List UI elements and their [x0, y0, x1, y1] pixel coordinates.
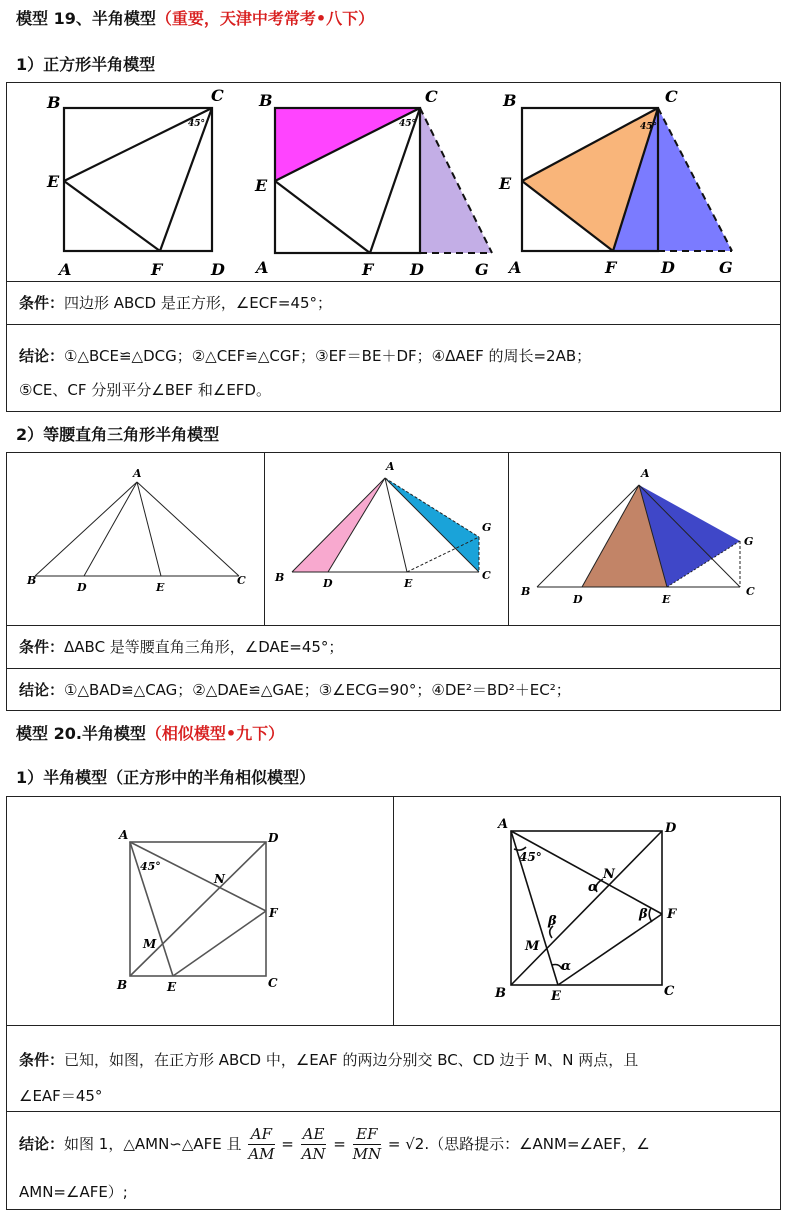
label-E: E — [47, 172, 60, 191]
fraction-af-am: $\frac{AF}{AM}$ — [248, 1125, 275, 1163]
label-C: C — [665, 87, 678, 106]
label-D: D — [573, 593, 583, 606]
model20-sub1-heading: 1）半角模型（正方形中的半角相似模型） — [16, 768, 316, 787]
label-C: C — [425, 87, 438, 106]
label-F: F — [269, 906, 278, 920]
label-B: B — [495, 986, 506, 1001]
label-C: C — [664, 984, 675, 999]
model19-sub1-heading: 1）正方形半角模型 — [16, 55, 156, 74]
square-figure-3 — [7, 83, 782, 283]
similar-model-box — [6, 796, 781, 1210]
model19-sub2-heading: 2）等腰直角三角形半角模型 — [16, 425, 220, 444]
label-M: M — [143, 937, 157, 951]
label-G: G — [482, 521, 492, 534]
label-D: D — [211, 260, 225, 279]
label-C: C — [211, 86, 224, 105]
label-N: N — [603, 867, 615, 882]
triangle-model-box — [6, 452, 781, 711]
angle-label: 45° — [399, 119, 417, 129]
label-F: F — [605, 258, 617, 277]
angle-label: 45° — [188, 119, 206, 129]
similar-conclusion-row: 结论：如图 1，△AMN∽△AFE 且 $\frac{AF}{AM}$ = $\frac{AE}{AN}$ = $\frac{EF}{MN}$ = √2.（思路提示：∠ANM=∠AEF，∠ AMN=∠AFE）; — [7, 1111, 780, 1211]
label-N: N — [214, 872, 225, 886]
label-E: E — [551, 989, 561, 1004]
label-B: B — [27, 574, 37, 587]
label-G: G — [475, 260, 489, 279]
square-condition-row: 条件：四边形 ABCD 是正方形，∠ECF=45°； — [7, 281, 780, 324]
label-E: E — [499, 174, 512, 193]
alpha-label: α — [588, 880, 599, 895]
beta-label: β — [548, 914, 557, 929]
angle-label: 45° — [519, 850, 542, 864]
model20-title: 模型 20.半角模型（相似模型•九下） — [16, 724, 285, 743]
fraction-ae-an: $\frac{AE}{AN}$ — [301, 1125, 326, 1163]
triangle-condition-row: 条件：ΔABC 是等腰直角三角形，∠DAE=45°； — [7, 625, 780, 668]
label-E: E — [404, 577, 413, 590]
label-B: B — [47, 93, 61, 112]
alpha-label: α — [561, 959, 572, 974]
model19-title: 模型 19、半角模型（重要，天津中考常考•八下） — [16, 9, 375, 28]
label-C: C — [268, 976, 278, 990]
label-F: F — [362, 260, 374, 279]
label-E: E — [156, 581, 165, 594]
label-F: F — [667, 907, 677, 922]
label-A: A — [386, 460, 395, 473]
label-C: C — [746, 585, 755, 598]
label-B: B — [259, 91, 273, 110]
angle-label: 45° — [140, 860, 161, 873]
label-A: A — [498, 817, 509, 832]
square-model-box — [6, 82, 781, 412]
triangle-figure-3 — [7, 453, 782, 628]
square-conclusion-row: 结论：①△BCE≌△DCG；②△CEF≌△CGF；③EF＝BE＋DF；④ΔAEF 的周长=2AB； ⑤CE、CF 分别平分∠BEF 和∠EFD。 — [7, 324, 780, 412]
triangle-conclusion-row: 结论：①△BAD≌△CAG；②△DAE≌△GAE；③∠ECG=90°；④DE²＝BD²＋EC²； — [7, 668, 780, 712]
label-M: M — [525, 939, 540, 954]
similar-condition-row: 条件：已知，如图，在正方形 ABCD 中，∠EAF 的两边分别交 BC、CD 边于 M、N 两点，且 ∠EAF＝45° — [7, 1025, 780, 1111]
label-E: E — [662, 593, 671, 606]
label-G: G — [719, 258, 733, 277]
label-B: B — [521, 585, 531, 598]
label-A: A — [509, 258, 522, 277]
label-D: D — [410, 260, 424, 279]
fraction-ef-mn: $\frac{EF}{MN}$ — [352, 1125, 382, 1163]
label-A: A — [119, 828, 129, 842]
label-B: B — [275, 571, 285, 584]
label-B: B — [503, 91, 517, 110]
similar-figure-2 — [7, 797, 782, 1027]
label-D: D — [77, 581, 87, 594]
sqrt-two: √2 — [405, 1135, 425, 1153]
beta-label: β — [639, 907, 648, 922]
label-A: A — [641, 467, 650, 480]
label-A: A — [256, 258, 269, 277]
label-D: D — [665, 821, 677, 836]
label-C: C — [237, 574, 246, 587]
label-G: G — [744, 535, 754, 548]
label-A: A — [133, 467, 142, 480]
label-D: D — [661, 258, 675, 277]
label-E: E — [255, 176, 268, 195]
label-D: D — [268, 831, 279, 845]
angle-label: 45° — [640, 122, 658, 132]
label-F: F — [151, 260, 163, 279]
label-A: A — [59, 260, 72, 279]
label-E: E — [167, 980, 177, 994]
label-D: D — [323, 577, 333, 590]
label-C: C — [482, 569, 491, 582]
label-B: B — [117, 978, 128, 992]
